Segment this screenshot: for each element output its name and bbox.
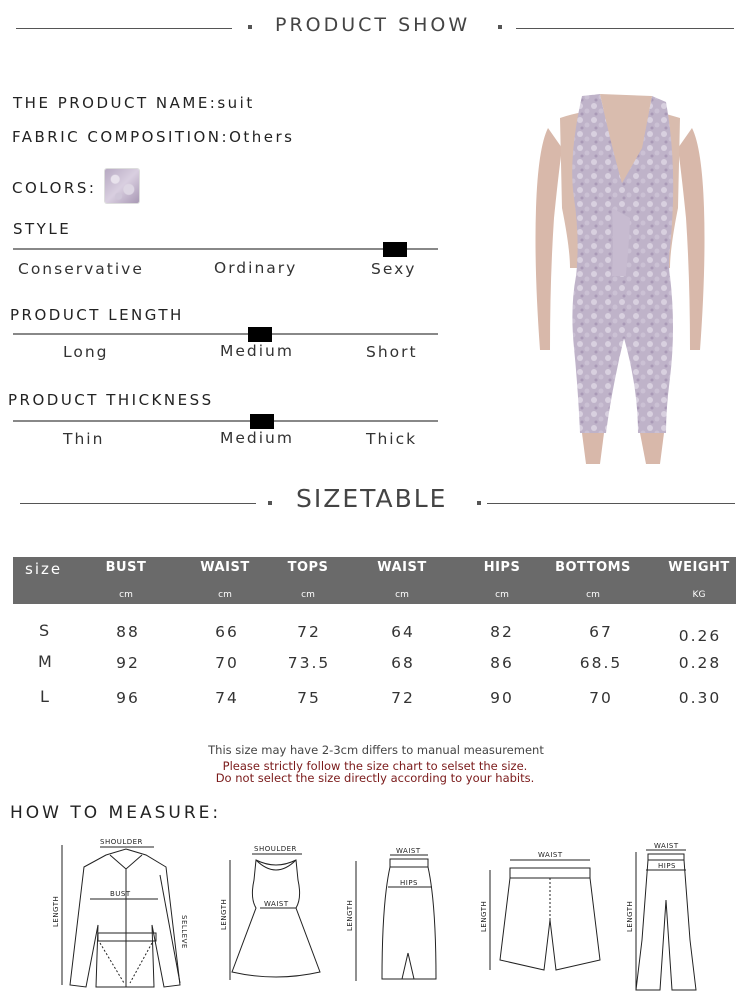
unit-bottoms: cm (586, 590, 600, 600)
color-swatch[interactable] (105, 169, 139, 203)
thickness-marker (250, 414, 274, 429)
jacket-length-label: LENGTH (52, 895, 60, 927)
size-warning-2: Do not select the size directly according to your habits. (215, 771, 535, 785)
style-title: STYLE (13, 220, 72, 238)
header-waist-bottom: WAIST (377, 560, 427, 575)
skirt-hips-label: HIPS (400, 879, 418, 887)
style-option-conservative: Conservative (18, 260, 144, 278)
cell-hips: 86 (490, 654, 514, 672)
cell-waist-top: 74 (215, 689, 239, 707)
row-size-label: S (39, 621, 50, 640)
sizetable-dot-right (477, 501, 481, 505)
thickness-title: PRODUCT THICKNESS (8, 391, 214, 409)
unit-waist-top: cm (218, 590, 232, 600)
colors-label: COLORS: (12, 179, 97, 197)
unit-tops: cm (301, 590, 315, 600)
skirt-diagram (342, 843, 452, 988)
unit-waist-bottom: cm (395, 590, 409, 600)
how-to-measure-title: HOW TO MEASURE: (10, 803, 222, 823)
length-title: PRODUCT LENGTH (10, 306, 184, 324)
header-waist-top: WAIST (200, 560, 250, 575)
header-bottoms: BOTTOMS (555, 560, 631, 575)
pants-length-label: LENGTH (626, 900, 634, 932)
dress-shoulder-label: SHOULDER (254, 845, 297, 853)
cell-bottoms: 67 (589, 623, 613, 641)
skirt-waist-label: WAIST (396, 847, 421, 855)
cell-waist-bottom: 64 (391, 623, 415, 641)
unit-weight: KG (692, 590, 706, 600)
jacket-selleve-label: SELLEVE (180, 915, 188, 949)
cell-waist-bottom: 72 (391, 689, 415, 707)
cell-bottoms: 68.5 (579, 654, 623, 672)
cell-weight: 0.26 (678, 627, 722, 645)
length-scale-line (13, 333, 438, 335)
dress-diagram (216, 840, 336, 985)
cell-tops: 75 (297, 689, 321, 707)
cell-bottoms: 70 (589, 689, 613, 707)
dress-length-label: LENGTH (220, 898, 228, 930)
shorts-diagram (476, 848, 616, 978)
length-option-long: Long (63, 343, 109, 361)
thickness-option-medium: Medium (220, 429, 294, 447)
unit-bust: cm (119, 590, 133, 600)
unit-hips: cm (495, 590, 509, 600)
row-size-label: M (38, 652, 52, 671)
cell-tops: 73.5 (287, 654, 331, 672)
shorts-length-label: LENGTH (480, 900, 488, 932)
header-bust: BUST (105, 560, 147, 575)
pants-hips-label: HIPS (658, 862, 676, 870)
sizetable-title: SIZETABLE (296, 484, 448, 513)
pants-diagram (620, 840, 710, 995)
size-warning-1: Please strictly follow the size chart to selset the size. (222, 759, 528, 773)
header-dot-left (248, 25, 252, 29)
product-name: THE PRODUCT NAME:suit (13, 94, 255, 112)
fabric-composition: FABRIC COMPOSITION:Others (12, 128, 295, 146)
cell-tops: 72 (297, 623, 321, 641)
header-hips: HIPS (483, 560, 521, 575)
length-option-medium: Medium (220, 342, 294, 360)
style-option-ordinary: Ordinary (214, 259, 298, 277)
style-scale-line (13, 248, 438, 250)
cell-weight: 0.28 (678, 654, 722, 672)
measurement-note: This size may have 2-3cm differs to manual measurement (208, 743, 544, 757)
sizetable-dot-left (268, 501, 272, 505)
sizetable-rule-right (487, 503, 735, 504)
cell-bust: 88 (116, 623, 140, 641)
header-size: size (25, 560, 63, 578)
length-option-short: Short (366, 343, 418, 361)
jacket-shoulder-label: SHOULDER (100, 838, 143, 846)
cell-hips: 82 (490, 623, 514, 641)
style-marker (383, 242, 407, 257)
header-rule-left (16, 28, 232, 29)
sizetable-rule-left (20, 503, 256, 504)
length-marker (248, 327, 272, 342)
size-table-header (13, 557, 736, 604)
thickness-scale-line (13, 420, 438, 422)
cell-waist-top: 66 (215, 623, 239, 641)
cell-waist-top: 70 (215, 654, 239, 672)
header-weight: WEIGHT (668, 560, 730, 575)
product-photo (520, 88, 720, 468)
thickness-option-thick: Thick (366, 430, 418, 448)
cell-bust: 92 (116, 654, 140, 672)
jacket-bust-label: BUST (110, 890, 131, 898)
header-dot-right (498, 25, 502, 29)
skirt-length-label: LENGTH (346, 899, 354, 931)
cell-waist-bottom: 68 (391, 654, 415, 672)
dress-waist-label: WAIST (264, 900, 289, 908)
pants-waist-label: WAIST (654, 842, 679, 850)
header-tops: TOPS (287, 560, 329, 575)
header-rule-right (516, 28, 734, 29)
page-title: PRODUCT SHOW (275, 14, 471, 36)
cell-bust: 96 (116, 689, 140, 707)
shorts-waist-label: WAIST (538, 851, 563, 859)
row-size-label: L (40, 687, 49, 706)
cell-weight: 0.30 (678, 689, 722, 707)
thickness-option-thin: Thin (63, 430, 105, 448)
jacket-diagram (48, 835, 198, 995)
style-option-sexy: Sexy (371, 260, 417, 278)
cell-hips: 90 (490, 689, 514, 707)
